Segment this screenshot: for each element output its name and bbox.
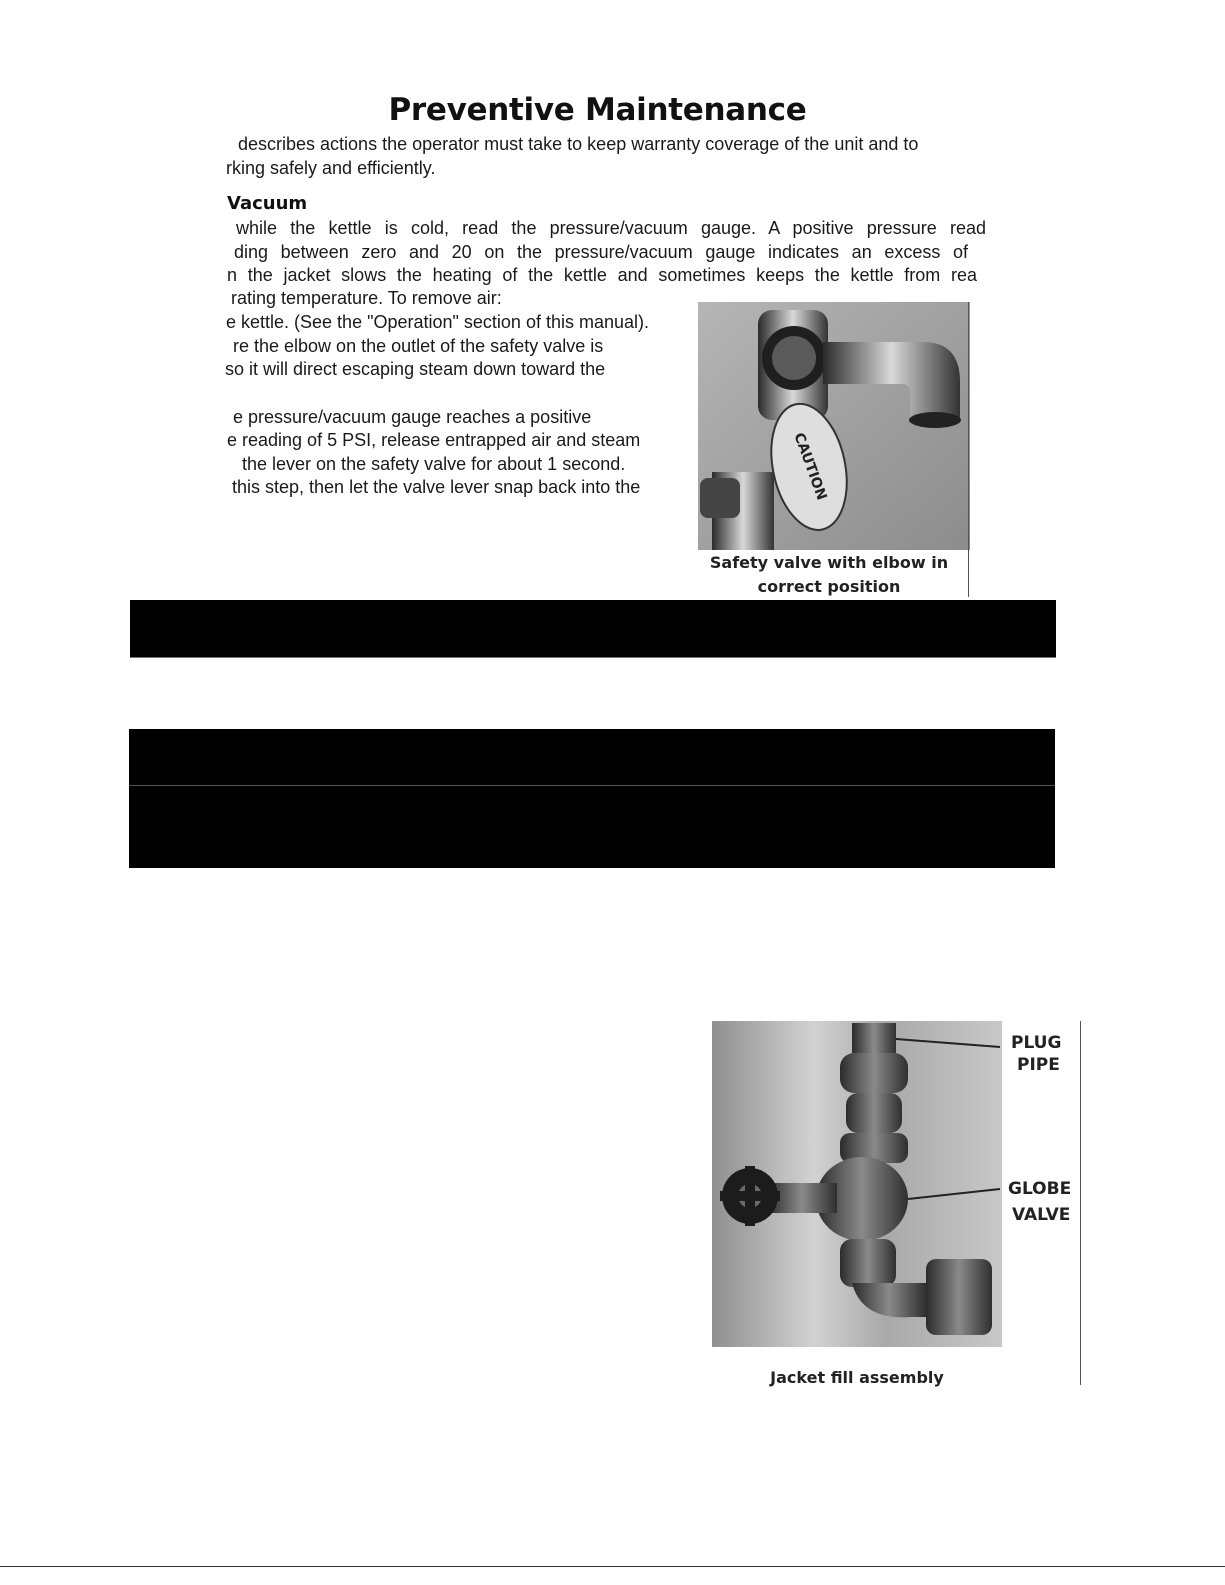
figure2-caption: Jacket fill assembly [770,1368,944,1387]
figure1-frame-rule [968,302,969,597]
paragraph-line-4: rating temperature. To remove air: [231,288,502,308]
intro-line-1: describes actions the operator must take to keep warranty coverage of the unit and to [238,134,919,154]
page-title: Preventive Maintenance [388,92,807,128]
divider [129,785,1055,786]
label-plug-pipe-line-2: PIPE [1017,1055,1060,1075]
figure2-frame-rule [1080,1021,1081,1385]
jacket-fill-assembly-photo [712,1021,1002,1347]
step-line-5: e pressure/vacuum gauge reaches a positive [233,407,592,427]
figure1-caption-line-2: correct position [757,577,901,596]
redacted-block [129,729,1055,868]
figure1-caption-line-1: Safety valve with elbow in [709,553,949,572]
paragraph-line-1: while the kettle is cold, read the pressure/vacuum gauge. A positive pressure read [236,218,986,238]
label-plug-pipe-line-1: PLUG [1011,1033,1062,1053]
divider [130,657,1056,658]
step-line-2: re the elbow on the outlet of the safety valve is [233,336,604,356]
intro-line-2: rking safely and efficiently. [226,158,436,178]
section-heading: Vacuum [227,193,308,214]
redacted-block [130,600,1056,658]
paragraph-line-2: ding between zero and 20 on the pressure/vacuum gauge indicates an excess of [234,242,968,262]
label-globe-valve-line-2: VALVE [1012,1205,1071,1225]
step-line-8: this step, then let the valve lever snap back into the [232,477,641,497]
paragraph-line-3: n the jacket slows the heating of the kettle and sometimes keeps the kettle from rea [227,265,977,285]
label-globe-valve-line-1: GLOBE [1008,1179,1072,1199]
step-line-6: e reading of 5 PSI, release entrapped air and steam [227,430,641,450]
page-bottom-rule [0,1566,1225,1567]
step-line-7: the lever on the safety valve for about 1 second. [242,454,626,474]
step-line-1: e kettle. (See the "Operation" section of this manual). [226,312,649,332]
safety-valve-photo [698,302,970,550]
step-line-3: so it will direct escaping steam down toward the [225,359,606,379]
caution-tag-text: CAUTION [790,430,830,503]
